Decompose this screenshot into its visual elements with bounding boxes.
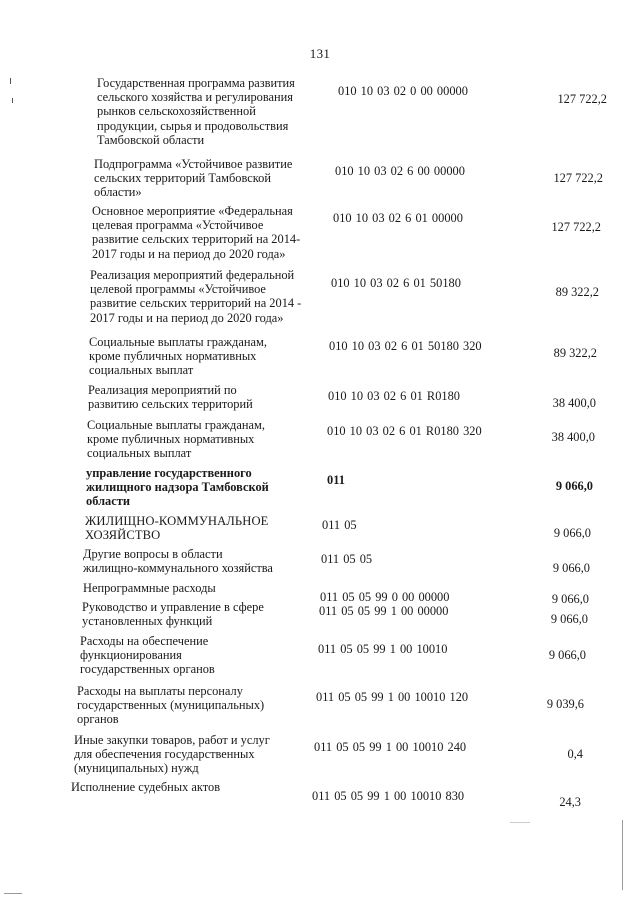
row-name: Подпрограмма «Устойчивое развитие сельских территорий Тамбовской области» — [94, 157, 293, 200]
row-code: 010 10 03 02 0 00 00000 — [338, 84, 468, 98]
row-code: 011 — [327, 473, 345, 487]
scan-artifact — [12, 98, 13, 103]
row-amount: 38 400,0 — [552, 396, 596, 410]
row-amount: 38 400,0 — [551, 430, 595, 444]
row-amount: 9 039,6 — [546, 697, 584, 711]
row-code: 010 10 03 02 6 01 R0180 — [328, 389, 460, 403]
row-amount: 89 322,2 — [553, 346, 597, 360]
row-code: 011 05 05 99 0 00 00000 — [320, 590, 450, 604]
row-code: 010 10 03 02 6 00 00000 — [335, 164, 465, 178]
row-code: 010 10 03 02 6 01 00000 — [333, 211, 463, 225]
row-code: 011 05 05 99 1 00 00000 — [319, 604, 449, 618]
page-number: 131 — [309, 46, 331, 61]
row-amount: 89 322,2 — [555, 285, 599, 299]
row-amount: 127 722,2 — [553, 171, 603, 185]
row-name: Реализация мероприятий по развитию сельских территорий — [88, 383, 253, 412]
row-name: Расходы на обеспечение функционирования государственных органов — [80, 634, 215, 677]
row-name: Социальные выплаты гражданам, кроме публичных нормативных социальных выплат — [87, 418, 265, 461]
row-name: Исполнение судебных актов — [71, 780, 221, 794]
row-amount: 24,3 — [559, 795, 581, 809]
row-name: Непрограммные расходы — [83, 581, 216, 595]
row-name: Руководство и управление в сфере установленных функций — [82, 600, 264, 629]
row-name: управление государственного жилищного надзора Тамбовской области — [86, 466, 269, 509]
row-code: 011 05 05 99 1 00 10010 240 — [314, 740, 467, 754]
row-code: 010 10 03 02 6 01 50180 320 — [329, 339, 482, 353]
row-code: 011 05 — [322, 518, 357, 532]
row-code: 010 10 03 02 6 01 50180 — [331, 276, 461, 290]
row-amount: 127 722,2 — [557, 92, 607, 106]
row-name: ЖИЛИЩНО-КОММУНАЛЬНОЕ ХОЗЯЙСТВО — [85, 514, 269, 543]
row-code: 010 10 03 02 6 01 R0180 320 — [327, 424, 482, 438]
row-amount: 9 066,0 — [550, 612, 588, 626]
row-amount: 9 066,0 — [551, 592, 589, 606]
row-amount: 9 066,0 — [548, 648, 586, 662]
row-code: 011 05 05 — [321, 552, 373, 566]
row-amount: 9 066,0 — [553, 526, 591, 540]
row-name: Расходы на выплаты персоналу государственных (муниципальных) органов — [77, 684, 265, 727]
scan-artifact — [4, 893, 22, 894]
row-name: Социальные выплаты гражданам, кроме публичных нормативных социальных выплат — [89, 335, 267, 378]
row-name: Государственная программа развития сельского хозяйства и регулирования рынков сельскохозяйственной продукции, сырья и продовольствия Тамбовской области — [97, 76, 295, 147]
scan-artifact — [510, 822, 530, 823]
row-name: Реализация мероприятий федеральной целевой программы «Устойчивое развитие сельских территорий на 2014 - 2017 годы и на период до 2020 года» — [90, 268, 302, 325]
row-amount: 0,4 — [567, 747, 583, 761]
row-name: Основное мероприятие «Федеральная целевая программа «Устойчивое развитие сельских территорий на 2014- 2017 годы и на период до 2020 года» — [92, 204, 301, 261]
scan-artifact — [622, 820, 623, 890]
row-name: Иные закупки товаров, работ и услуг для обеспечения государственных (муниципальных) нужд — [74, 733, 270, 776]
row-name: Другие вопросы в области жилищно-коммунального хозяйства — [83, 547, 273, 576]
row-amount: 9 066,0 — [555, 479, 593, 493]
row-amount: 127 722,2 — [551, 220, 601, 234]
row-amount: 9 066,0 — [552, 561, 590, 575]
row-code: 011 05 05 99 1 00 10010 830 — [312, 789, 465, 803]
row-code: 011 05 05 99 1 00 10010 120 — [316, 690, 469, 704]
scan-artifact — [10, 78, 11, 84]
row-code: 011 05 05 99 1 00 10010 — [318, 642, 448, 656]
